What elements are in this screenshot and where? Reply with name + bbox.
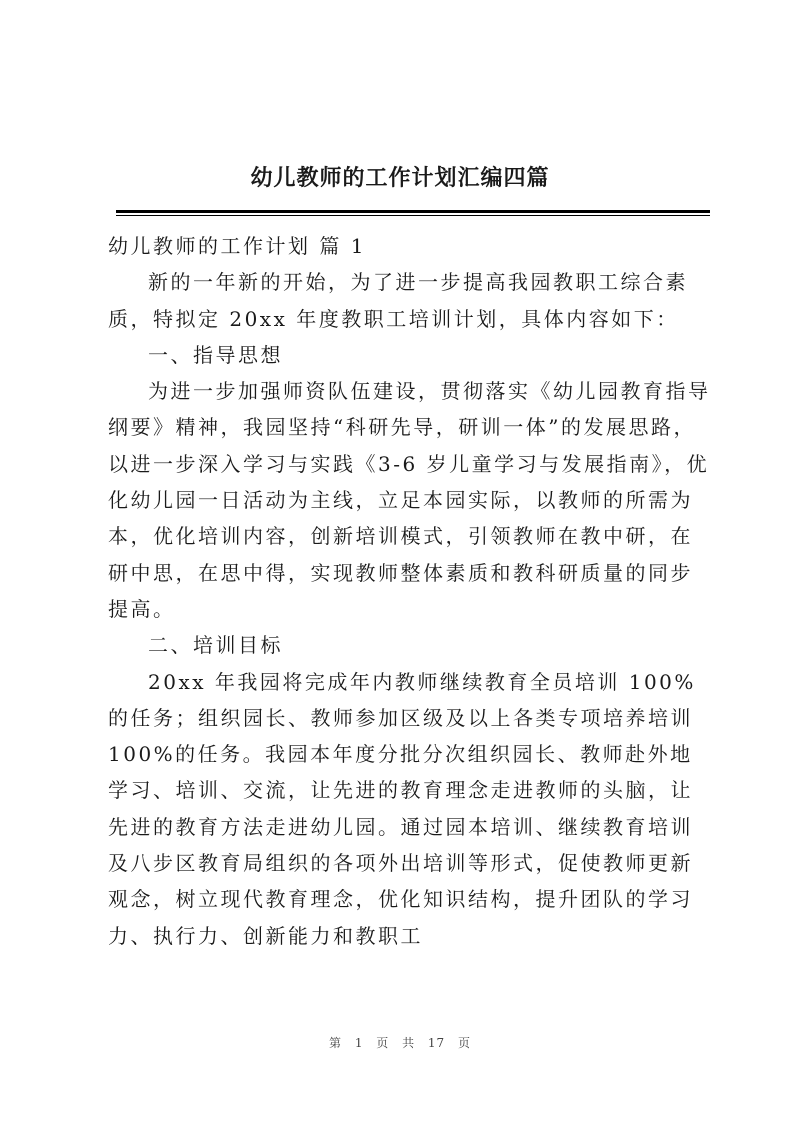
title-divider — [116, 210, 710, 213]
intro-paragraph: 新的一年新的开始，为了进一步提高我园教职工综合素质，特拟定 20xx 年度教职工培训计划，具体内容如下： — [108, 270, 688, 331]
document-body — [108, 228, 713, 954]
paragraph-training-goals: 20xx 年我园将完成年内教师继续教育全员培训 100%的任务；组织园长、教师参加区级及以上各类专项培养培训 100%的任务。我园本年度分批分次组织园长、教师赴外地学习、培训、交流，让先进的教育理念走进教师的头脑，让先进的教育方法走进幼儿园。通过园本培训、继续教育培训及八步区教育局组织的各项外出培训等形式，促使教师更新观念，树立现代教育理念，优化知识结构，提升团队的学习力、执行力、创新能力和教职工 — [108, 669, 696, 948]
heading-training-goals: 二、培训目标 — [148, 633, 283, 658]
page-number-footer: 第 1 页 共 17 页 — [329, 1036, 471, 1050]
page-title: 幼儿教师的工作计划汇编四篇 — [250, 166, 550, 191]
paragraph-guiding-thought: 为进一步加强师资队伍建设，贯彻落实《幼儿园教育指导纲要》精神，我园坚持“科研先导，研训一体”的发展思路，以进一步深入学习与实践《3-6 岁儿童学习与发展指南》，优化幼儿园一日活动为主线，立足本园实际，以教师的所需为本，优化培训内容，创新培训模式，引领教师在教中研，在研中思，在思中得，实现教师整体素质和教科研质量的同步提高。 — [108, 379, 711, 621]
section-heading: 幼儿教师的工作计划 篇 1 — [108, 234, 366, 258]
title-divider-thin — [116, 215, 710, 216]
heading-guiding-thought: 一、指导思想 — [148, 342, 283, 367]
